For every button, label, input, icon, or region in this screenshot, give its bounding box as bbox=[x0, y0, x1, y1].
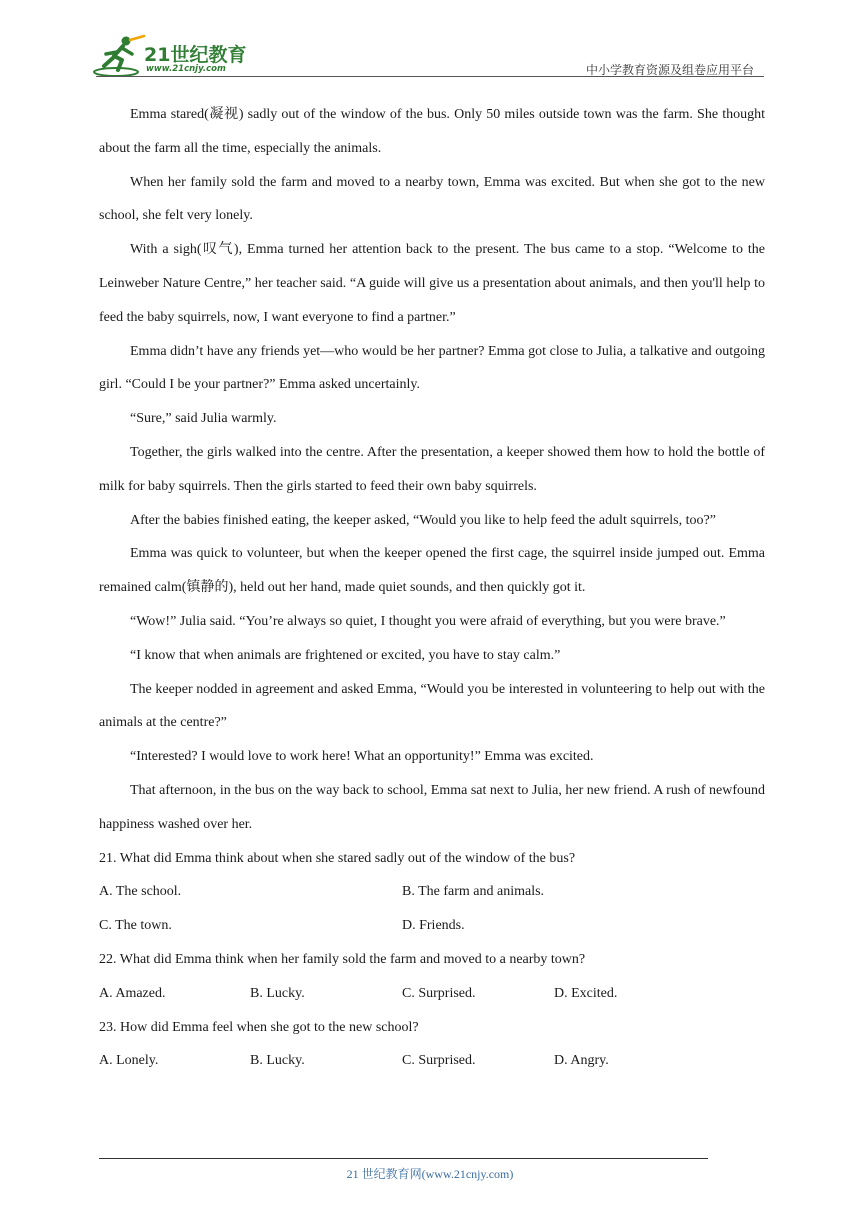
header-divider bbox=[96, 76, 764, 77]
passage-paragraph: “Wow!” Julia said. “You’re always so quiet, I thought you were afraid of everything, but you were brave.” bbox=[130, 613, 726, 629]
option-b: B. The farm and animals. bbox=[402, 884, 545, 900]
passage-paragraph: After the babies finished eating, the keeper asked, “Would you like to help feed the adult squirrels, too?” bbox=[130, 512, 716, 528]
page-header bbox=[92, 32, 764, 78]
runner-logo-icon bbox=[92, 34, 148, 78]
option-a: A. Amazed. bbox=[99, 985, 166, 1001]
logo bbox=[92, 34, 262, 78]
question-21-options-row-2 bbox=[99, 909, 765, 943]
option-c: C. Surprised. bbox=[402, 985, 476, 1001]
option-c: C. Surprised. bbox=[402, 1053, 476, 1069]
passage-paragraph: Emma didn’t have any friends yet—who would be her partner? Emma got close to Julia, a talkative and outgoing girl. “Could I be your partner?” Emma asked uncertainly. bbox=[99, 343, 765, 393]
passage-paragraph: “Sure,” said Julia warmly. bbox=[130, 411, 277, 427]
passage-paragraph: Together, the girls walked into the centre. After the presentation, a keeper showed them how to hold the bottle of milk for baby squirrels. Then the girls started to feed their own baby squirrels. bbox=[99, 444, 765, 494]
passage-paragraph: “I know that when animals are frightened or excited, you have to stay calm.” bbox=[130, 647, 561, 663]
page-footer: 21 世纪教育网(www.21cnjy.com) bbox=[346, 1167, 514, 1181]
document-body bbox=[99, 98, 765, 1078]
passage-paragraph: That afternoon, in the bus on the way back to school, Emma sat next to Julia, her new friend. A rush of newfound happiness washed over her. bbox=[99, 782, 765, 832]
question-23-options bbox=[99, 1044, 765, 1078]
option-d: D. Angry. bbox=[554, 1053, 609, 1069]
option-c: C. The town. bbox=[99, 918, 172, 934]
option-d: D. Excited. bbox=[554, 985, 618, 1001]
logo-subtext: www.21cnjy.com bbox=[146, 64, 226, 74]
option-a: A. The school. bbox=[99, 884, 182, 900]
question-22-options bbox=[99, 977, 765, 1011]
passage-paragraph: “Interested? I would love to work here! What an opportunity!” Emma was excited. bbox=[130, 749, 594, 765]
question-21-options-row-1 bbox=[99, 875, 765, 909]
passage-paragraph: With a sigh(叹气), Emma turned her attention back to the present. The bus came to a stop. “Welcome to the Leinweber Nature Centre,” her teacher said. “A guide will give us a presentation about animals, and then you'll help to feed the baby squirrels, now, I want everyone to find a partner.” bbox=[99, 242, 765, 325]
option-b: B. Lucky. bbox=[250, 985, 305, 1001]
passage-paragraph: The keeper nodded in agreement and asked Emma, “Would you be interested in volunteering to help out with the animals at the centre?” bbox=[99, 681, 765, 731]
option-d: D. Friends. bbox=[402, 918, 465, 934]
question-22: 22. What did Emma think when her family sold the farm and moved to a nearby town? bbox=[99, 951, 586, 967]
question-21: 21. What did Emma think about when she stared sadly out of the window of the bus? bbox=[99, 850, 576, 866]
option-a: A. Lonely. bbox=[99, 1053, 159, 1069]
passage-paragraph: Emma was quick to volunteer, but when the keeper opened the first cage, the squirrel inside jumped out. Emma remained calm(镇静的), held out her hand, made quiet sounds, and then quickly got it. bbox=[99, 546, 765, 596]
footer-divider bbox=[99, 1158, 708, 1159]
question-23: 23. How did Emma feel when she got to the new school? bbox=[99, 1019, 419, 1035]
passage-paragraph: Emma stared(凝视) sadly out of the window of the bus. Only 50 miles outside town was the farm. She thought about the farm all the time, especially the animals. bbox=[99, 107, 765, 156]
option-b: B. Lucky. bbox=[250, 1053, 305, 1069]
passage-paragraph: When her family sold the farm and moved to a nearby town, Emma was excited. But when she got to the new school, she felt very lonely. bbox=[99, 174, 765, 224]
logo-text: 21世纪教育 bbox=[144, 44, 247, 66]
platform-title: 中小学教育资源及组卷应用平台 bbox=[585, 63, 754, 77]
